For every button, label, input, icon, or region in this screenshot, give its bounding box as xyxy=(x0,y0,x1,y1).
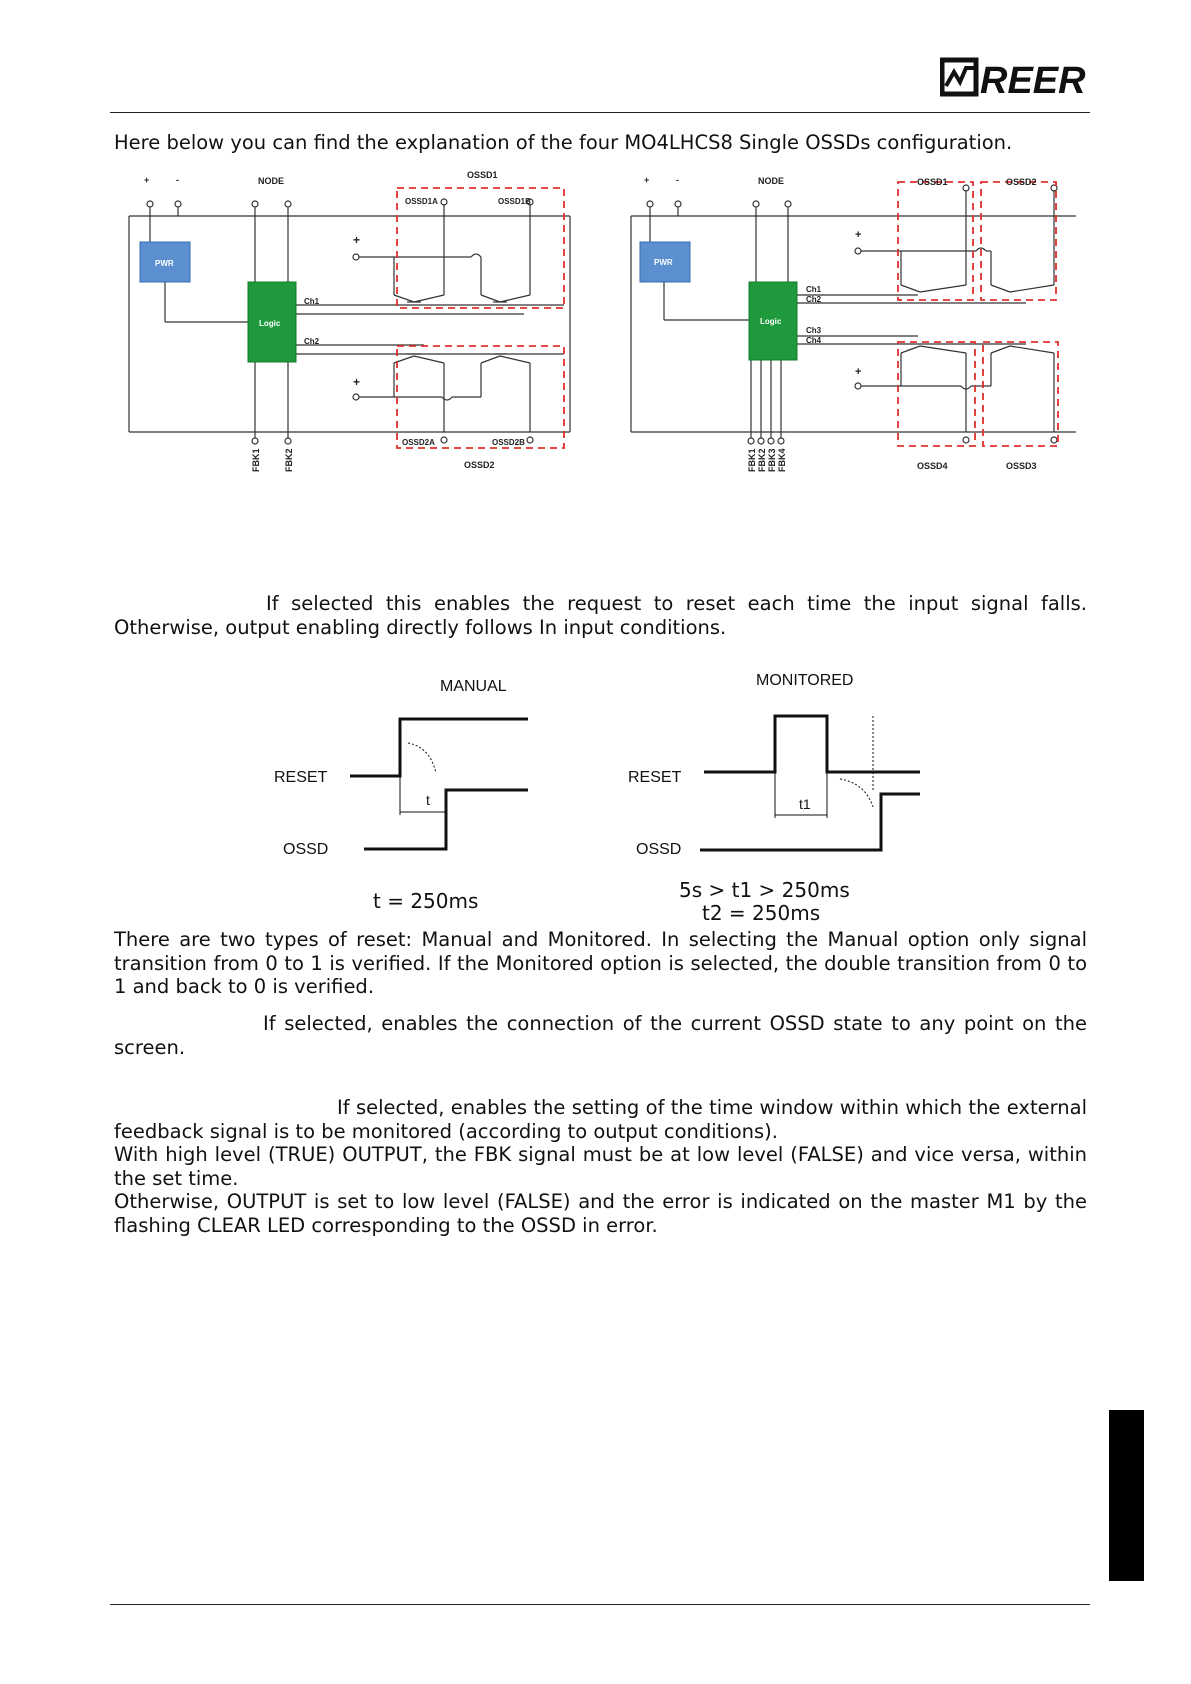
upper-plus-label: + xyxy=(855,229,862,241)
timing-diagrams xyxy=(260,665,940,875)
minus-label: - xyxy=(676,175,679,185)
manual-reset-label: RESET xyxy=(274,769,328,786)
monitored-title: MONITORED xyxy=(756,672,854,689)
ossd3-label: OSSD3 xyxy=(1006,461,1037,471)
pwr-label: PWR xyxy=(654,258,673,267)
manual-ossd-signal xyxy=(364,790,528,849)
intro-text: Here below you can find the explanation of the four MO4LHCS8 Single OSSDs configuration. xyxy=(114,131,1013,154)
monitored-t1-label: t1 xyxy=(799,796,811,812)
header-rule xyxy=(110,112,1090,113)
ossd2b-label: OSSD2B xyxy=(492,438,525,447)
ch2-label: Ch2 xyxy=(806,295,822,304)
fbk3-label: FBK3 xyxy=(767,448,777,472)
status-paragraph: If selected, enables the connection of the current OSSD state to any point on the screen. xyxy=(114,1012,1087,1059)
fbk2-label: FBK2 xyxy=(757,448,767,472)
monitored-formula-1: 5s > t1 > 250ms xyxy=(679,878,850,902)
ch1-label: Ch1 xyxy=(806,285,822,294)
fbk1-label: FBK1 xyxy=(747,448,757,472)
logic-label: Logic xyxy=(760,317,782,326)
logic-label: Logic xyxy=(259,319,281,328)
ossd1a-label: OSSD1A xyxy=(405,197,438,206)
manual-ossd-label: OSSD xyxy=(283,841,329,858)
fbk2-label: FBK2 xyxy=(284,448,294,472)
feedback-paragraph-3: Otherwise, OUTPUT is set to low level (FALSE) and the error is indicated on the master M1 by the flashing CLEAR LED corresponding to the OSSD in error. xyxy=(114,1190,1087,1237)
ossd1b-label: OSSD1B xyxy=(498,197,531,206)
fbk4-label: FBK4 xyxy=(777,448,787,472)
reset-paragraph: If selected this enables the request to reset each time the input signal falls. Otherwise, output enabling directly follows In input conditions. xyxy=(114,592,1087,639)
monitored-ossd-label: OSSD xyxy=(636,841,682,858)
ossd2a-label: OSSD2A xyxy=(402,438,435,447)
ossd2-label: OSSD2 xyxy=(1006,177,1037,187)
monitored-reset-signal xyxy=(704,716,920,772)
manual-t-label: t xyxy=(426,792,430,808)
ch1-label: Ch1 xyxy=(304,297,320,306)
minus-label: - xyxy=(176,175,179,185)
ossd2-label: OSSD2 xyxy=(464,460,495,470)
footer-rule xyxy=(110,1604,1090,1605)
ch2-label: Ch2 xyxy=(304,337,320,346)
node-label: NODE xyxy=(758,176,785,186)
ch4-label: Ch4 xyxy=(806,336,822,345)
monitored-reset-label: RESET xyxy=(628,769,682,786)
ossd1-label: OSSD1 xyxy=(467,170,498,180)
section-tab-marker xyxy=(1109,1410,1144,1581)
lower-plus-label: + xyxy=(353,375,361,389)
manual-formula: t = 250ms xyxy=(373,889,479,913)
plus-label: + xyxy=(144,175,150,185)
monitored-formula-2: t2 = 250ms xyxy=(702,901,821,925)
ossd1-label: OSSD1 xyxy=(917,177,948,187)
reset-types-paragraph: There are two types of reset: Manual and Monitored. In selecting the Manual option only signal transition from 0 to 1 is verified. If the Monitored option is selected, the double transition from 0 to 1 and back to 0 is verified. xyxy=(114,928,1087,998)
feedback-paragraph-2: With high level (TRUE) OUTPUT, the FBK signal must be at low level (FALSE) and vice versa, within the set time. xyxy=(114,1143,1087,1190)
ossd4-label: OSSD4 xyxy=(917,461,948,471)
lower-plus-label: + xyxy=(855,366,862,378)
fbk1-label: FBK1 xyxy=(251,448,261,472)
upper-plus-label: + xyxy=(353,233,361,247)
node-label: NODE xyxy=(258,176,285,186)
plus-label: + xyxy=(644,175,650,185)
manual-title: MANUAL xyxy=(440,678,507,695)
ch3-label: Ch3 xyxy=(806,326,822,335)
schematic-right xyxy=(626,170,1081,480)
logo-text: REER xyxy=(980,60,1086,102)
pwr-label: PWR xyxy=(155,259,174,268)
schematic-left xyxy=(124,170,576,480)
feedback-paragraph-1: If selected, enables the setting of the time window within which the external feedback signal is to be monitored (according to output conditions). xyxy=(114,1096,1087,1143)
manual-reset-signal xyxy=(350,719,528,776)
reer-logo xyxy=(940,52,1090,102)
